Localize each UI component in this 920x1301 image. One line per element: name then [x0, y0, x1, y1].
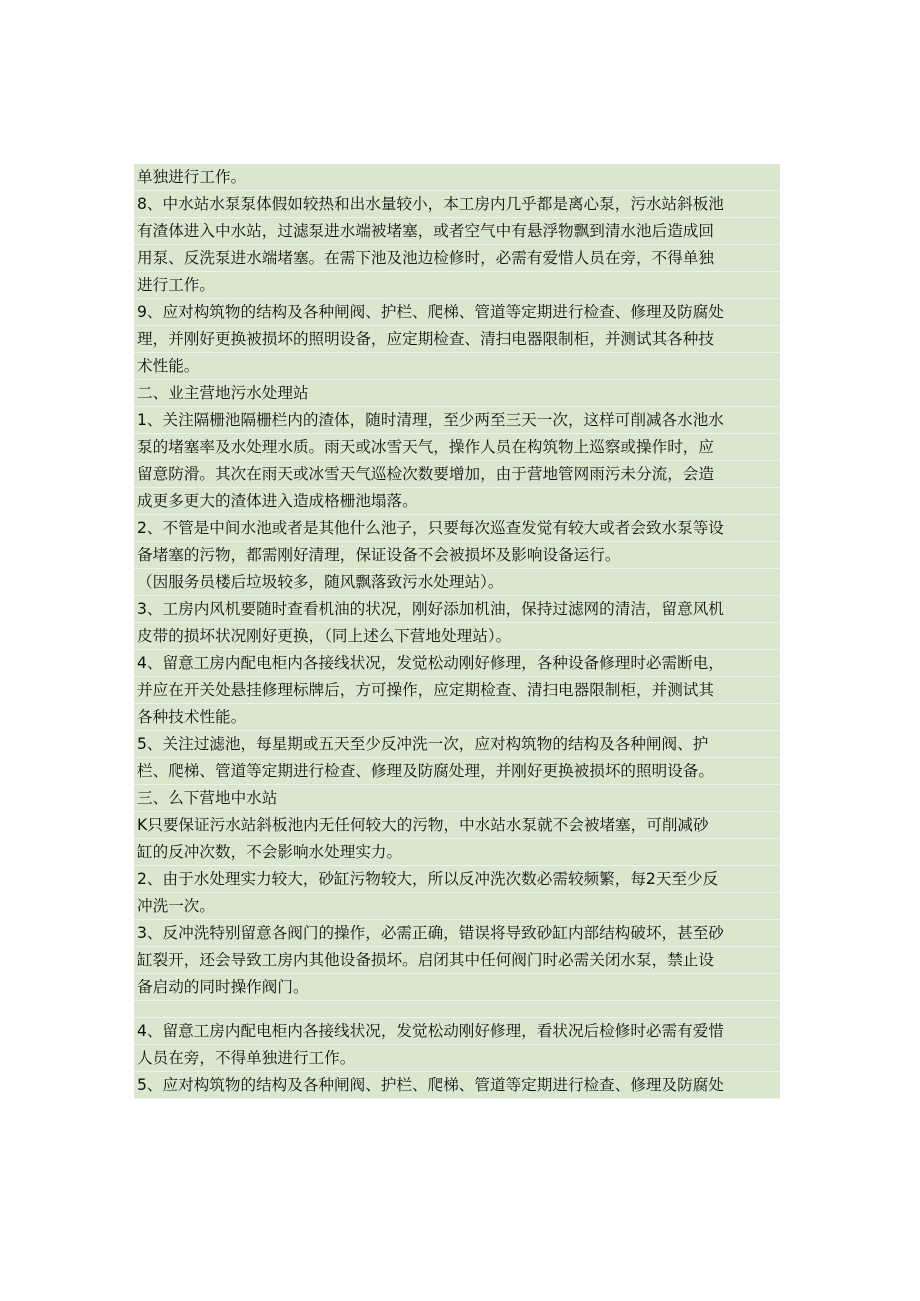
text-line: 3、反冲洗特别留意各阀门的操作，必需正确，错误将导致砂缸内部结构破坏，甚至砂 — [134, 920, 780, 947]
text-line: 备启动的同时操作阀门。 — [134, 974, 780, 1001]
text-line: 4、留意工房内配电柜内各接线状况，发觉松动刚好修理，看状况后检修时必需有爱惜 — [134, 1018, 780, 1045]
text-line: 1、关注隔栅池隔栅栏内的渣体，随时清理，至少两至三天一次，这样可削减各水池水 — [134, 407, 780, 434]
text-line: 2、不管是中间水池或者是其他什么池子，只要每次巡查发觉有较大或者会致水泵等设 — [134, 515, 780, 542]
text-line: 留意防滑。其次在雨天或冰雪天气巡检次数要增加，由于营地管网雨污未分流，会造 — [134, 461, 780, 488]
section-heading: 二、业主营地污水处理站 — [134, 380, 780, 407]
text-line: 泵的堵塞率及水处理水质。雨天或冰雪天气，操作人员在构筑物上巡察或操作时，应 — [134, 434, 780, 461]
text-line: 9、应对构筑物的结构及各种闸阀、护栏、爬梯、管道等定期进行检查、修理及防腐处 — [134, 299, 780, 326]
text-line: 进行工作。 — [134, 272, 780, 299]
text-line: 缸的反冲次数，不会影响水处理实力。 — [134, 839, 780, 866]
text-line: 人员在旁，不得单独进行工作。 — [134, 1045, 780, 1072]
text-line: 4、留意工房内配电柜内各接线状况，发觉松动刚好修理，各种设备修理时必需断电， — [134, 650, 780, 677]
text-line: 5、关注过滤池，每星期或五天至少反冲洗一次，应对构筑物的结构及各种闸阀、护 — [134, 731, 780, 758]
text-line: 8、中水站水泵泵体假如较热和出水量较小，本工房内几乎都是离心泵，污水站斜板池 — [134, 191, 780, 218]
text-line: 备堵塞的污物，都需刚好清理，保证设备不会被损坏及影响设备运行。 — [134, 542, 780, 569]
text-line: 3、工房内风机要随时查看机油的状况，刚好添加机油，保持过滤网的清洁，留意风机 — [134, 596, 780, 623]
text-line: 有渣体进入中水站，过滤泵进水端被堵塞，或者空气中有悬浮物飘到清水池后造成回 — [134, 218, 780, 245]
text-line: 成更多更大的渣体进入造成格栅池塌落。 — [134, 488, 780, 515]
text-line: 5、应对构筑物的结构及各种闸阀、护栏、爬梯、管道等定期进行检查、修理及防腐处 — [134, 1072, 780, 1099]
blank-line — [134, 1001, 780, 1018]
text-line: 缸裂开，还会导致工房内其他设备损坏。启闭其中任何阀门时必需关闭水泵，禁止设 — [134, 947, 780, 974]
text-line: 栏、爬梯、管道等定期进行检查、修理及防腐处理，并刚好更换被损坏的照明设备。 — [134, 758, 780, 785]
text-line: 各种技术性能。 — [134, 704, 780, 731]
text-line: 2、由于水处理实力较大，砂缸污物较大，所以反冲洗次数必需较频繁，每2天至少反 — [134, 866, 780, 893]
text-line: （因服务员楼后垃圾较多，随风飘落致污水处理站）。 — [134, 569, 780, 596]
text-line: K只要保证污水站斜板池内无任何较大的污物，中水站水泵就不会被堵塞，可削减砂 — [134, 812, 780, 839]
text-line: 术性能。 — [134, 353, 780, 380]
document-text-block — [134, 164, 780, 1099]
text-line: 皮带的损坏状况刚好更换，（同上述么下营地处理站）。 — [134, 623, 780, 650]
text-line: 并应在开关处悬挂修理标牌后，方可操作，应定期检查、清扫电器限制柜，并测试其 — [134, 677, 780, 704]
text-line: 单独进行工作。 — [134, 164, 780, 191]
section-heading: 三、么下营地中水站 — [134, 785, 780, 812]
text-line: 冲洗一次。 — [134, 893, 780, 920]
text-line: 理，并刚好更换被损坏的照明设备，应定期检查、清扫电器限制柜，并测试其各种技 — [134, 326, 780, 353]
text-line: 用泵、反洗泵进水端堵塞。在需下池及池边检修时，必需有爱惜人员在旁，不得单独 — [134, 245, 780, 272]
